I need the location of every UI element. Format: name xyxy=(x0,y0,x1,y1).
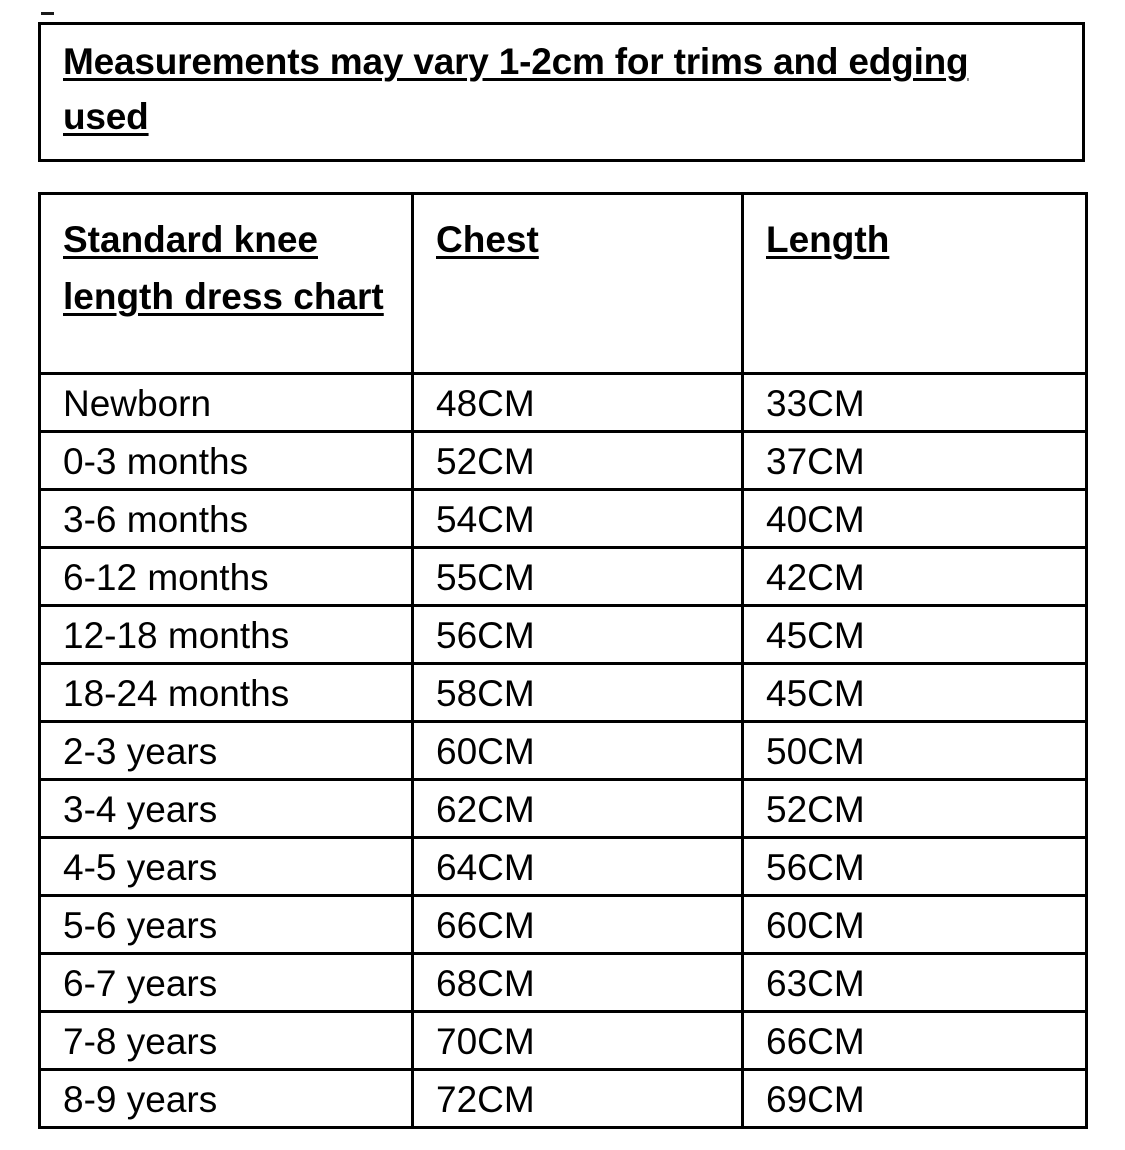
cell-size: 5-6 years xyxy=(40,896,413,954)
cell-size: 3-6 months xyxy=(40,490,413,548)
cell-chest: 70CM xyxy=(413,1012,743,1070)
cell-chest: 54CM xyxy=(413,490,743,548)
cell-size: 12-18 months xyxy=(40,606,413,664)
table-row xyxy=(40,954,1087,1012)
cell-size: 18-24 months xyxy=(40,664,413,722)
table-row xyxy=(40,664,1087,722)
cell-length: 50CM xyxy=(743,722,1087,780)
cell-length: 37CM xyxy=(743,432,1087,490)
cell-size: 3-4 years xyxy=(40,780,413,838)
table-row xyxy=(40,548,1087,606)
cell-chest: 68CM xyxy=(413,954,743,1012)
cell-size: Newborn xyxy=(40,374,413,432)
cell-chest: 55CM xyxy=(413,548,743,606)
cell-chest: 58CM xyxy=(413,664,743,722)
header-label-chest: Chest xyxy=(436,219,539,260)
table-header-row xyxy=(40,194,1087,374)
cell-length: 66CM xyxy=(743,1012,1087,1070)
measurement-notice-text: Measurements may vary 1-2cm for trims and edging used xyxy=(63,41,969,137)
stray-dash-mark xyxy=(41,12,54,15)
cell-size: 4-5 years xyxy=(40,838,413,896)
table-row xyxy=(40,432,1087,490)
cell-size: 8-9 years xyxy=(40,1070,413,1128)
size-chart-table xyxy=(38,192,1088,1129)
cell-length: 60CM xyxy=(743,896,1087,954)
cell-chest: 62CM xyxy=(413,780,743,838)
table-row xyxy=(40,606,1087,664)
header-label-length: Length xyxy=(766,219,890,260)
cell-size: 0-3 months xyxy=(40,432,413,490)
table-row xyxy=(40,1012,1087,1070)
cell-length: 63CM xyxy=(743,954,1087,1012)
cell-chest: 48CM xyxy=(413,374,743,432)
header-cell-length xyxy=(743,194,1087,374)
cell-chest: 56CM xyxy=(413,606,743,664)
cell-size: 6-12 months xyxy=(40,548,413,606)
table-row xyxy=(40,374,1087,432)
table-row xyxy=(40,490,1087,548)
table-row xyxy=(40,896,1087,954)
cell-length: 33CM xyxy=(743,374,1087,432)
cell-size: 7-8 years xyxy=(40,1012,413,1070)
header-cell-chest xyxy=(413,194,743,374)
cell-chest: 72CM xyxy=(413,1070,743,1128)
table-body xyxy=(40,374,1087,1128)
cell-length: 69CM xyxy=(743,1070,1087,1128)
cell-length: 40CM xyxy=(743,490,1087,548)
cell-chest: 60CM xyxy=(413,722,743,780)
table-row xyxy=(40,722,1087,780)
table-row xyxy=(40,838,1087,896)
cell-length: 52CM xyxy=(743,780,1087,838)
cell-length: 56CM xyxy=(743,838,1087,896)
cell-length: 45CM xyxy=(743,606,1087,664)
cell-length: 45CM xyxy=(743,664,1087,722)
cell-length: 42CM xyxy=(743,548,1087,606)
header-cell-size xyxy=(40,194,413,374)
table-row xyxy=(40,780,1087,838)
header-label-size: Standard knee length dress chart xyxy=(63,219,384,318)
table-row xyxy=(40,1070,1087,1128)
cell-chest: 64CM xyxy=(413,838,743,896)
cell-chest: 52CM xyxy=(413,432,743,490)
cell-chest: 66CM xyxy=(413,896,743,954)
measurement-notice-box xyxy=(38,22,1085,162)
table-header xyxy=(40,194,1087,374)
cell-size: 2-3 years xyxy=(40,722,413,780)
cell-size: 6-7 years xyxy=(40,954,413,1012)
